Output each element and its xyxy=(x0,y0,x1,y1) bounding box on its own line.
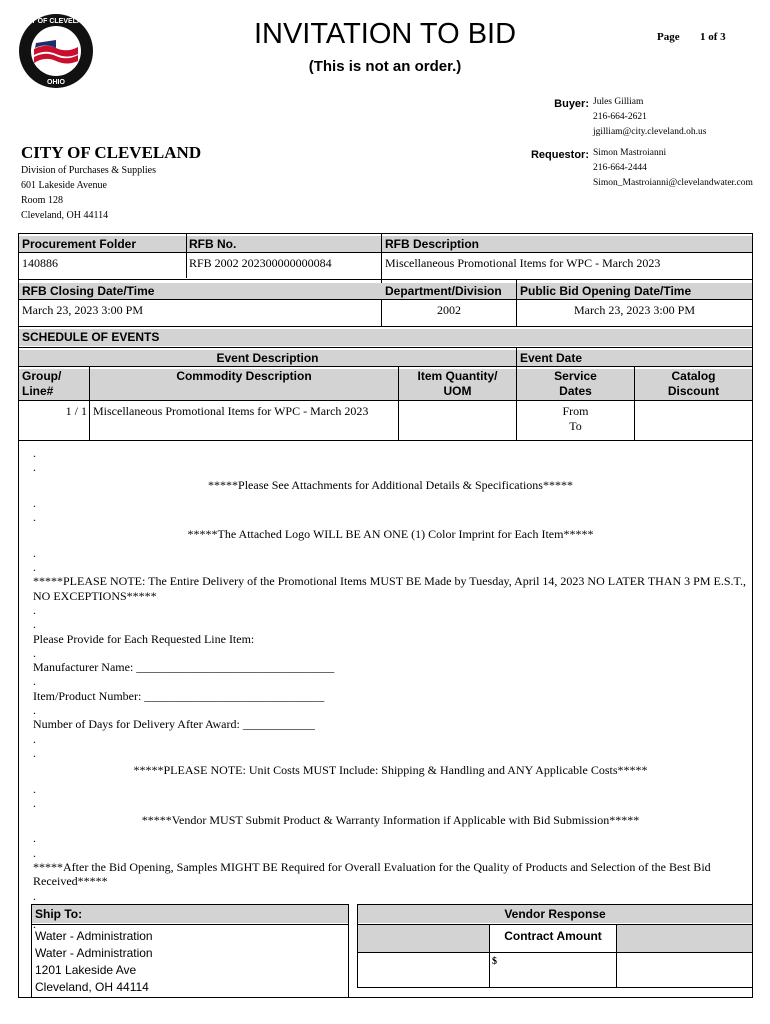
catalog-discount-header: Catalog Discount xyxy=(667,369,720,398)
buyer-phone: 216-664-2621 xyxy=(593,112,647,122)
note-unit-costs: *****PLEASE NOTE: Unit Costs MUST Include: Shipping & Handling and ANY Applicable Costs***** xyxy=(133,763,648,778)
service-dates-header: Service Dates xyxy=(554,369,597,398)
rfb-description-value: Miscellaneous Promotional Items for WPC - March 2023 xyxy=(385,256,661,270)
ship-to-label: Ship To: xyxy=(32,905,348,923)
manufacturer-name-field[interactable]: Manufacturer Name: _________________________________ xyxy=(33,660,335,675)
note-samples: *****After the Bid Opening, Samples MIGHT BE Required for Overall Evaluation for the Quality of Products and Selection of the Best Bid Received***** xyxy=(33,860,711,889)
requestor-info xyxy=(593,146,770,191)
org-address xyxy=(21,163,156,223)
product-number-field[interactable]: Item/Product Number: ______________________________ xyxy=(33,688,325,703)
buyer-info xyxy=(593,95,706,140)
line-number: 1 / 1 xyxy=(65,404,87,418)
bid-notes: . . *****Please See Attachments for Additional Details & Specifications***** . . *****The Attached Logo WILL BE AN ONE (1) Color Imprint for Each Item***** . . *****PLEASE NOTE: The Entire Delivery of the Promotional Items MUST BE Made by Tuesday, April 14, 2023 NO LATER THAN 3 PM E.S.T., NO EXCEPTIONS***** . . Please Provide for Each Requested Line Item: . Manufacturer Name: _________________________________ . Item/Product Number: ______________________________ . Number of Days for Delivery After Award: ____________ . . *****PLEASE NOTE: Unit Costs MUST Include: Shipping & Handling and ANY Applicable Costs***** . . *****Vendor MUST Submit Product & Warranty Information if Applicable with Bid Submission***** . . *****After the Bid Opening, Samples MIGHT BE Required for Overall Evaluation for the Quality of Products and Selection of the Best Bid Received***** . xyxy=(33,446,748,932)
department-label: Department/Division xyxy=(385,284,502,298)
event-description-label: Event Description xyxy=(216,351,319,365)
procurement-folder-value: 140886 xyxy=(22,256,58,270)
note-delivery: *****PLEASE NOTE: The Entire Delivery of the Promotional Items MUST BE Made by Tuesday, April 14, 2023 NO LATER THAN 3 PM E.S.T., NO EXCEPTIONS***** xyxy=(33,574,746,603)
buyer-email[interactable]: jgilliam@city.cleveland.oh.us xyxy=(593,127,707,137)
org-name: CITY OF CLEVELAND xyxy=(21,143,202,162)
rfb-description-label: RFB Description xyxy=(385,237,480,251)
page-label: Page xyxy=(657,31,680,43)
note-provide: Please Provide for Each Requested Line Item: xyxy=(33,631,255,646)
org-address-line: Cleveland, OH 44114 xyxy=(21,210,109,221)
procurement-folder-label: Procurement Folder xyxy=(22,237,137,251)
org-address-line: 601 Lakeside Avenue xyxy=(21,180,107,191)
note-logo: *****The Attached Logo WILL BE AN ONE (1) Color Imprint for Each Item***** xyxy=(187,527,594,542)
org-address-line: Room 128 xyxy=(21,195,63,206)
ship-to-address: Water - Administration Water - Administration 1201 Lakeside Ave Cleveland, OH 44114 xyxy=(35,929,153,994)
vendor-response-label: Vendor Response xyxy=(358,905,752,923)
schedule-title: SCHEDULE OF EVENTS xyxy=(19,329,752,346)
line-description: Miscellaneous Promotional Items for WPC - March 2023 xyxy=(93,404,369,418)
requestor-email[interactable]: Simon_Mastroianni@clevelandwater.com xyxy=(593,178,753,188)
requestor-phone: 216-664-2444 xyxy=(593,163,647,173)
contract-amount-label: Contract Amount xyxy=(489,925,617,952)
department-value: 2002 xyxy=(437,303,461,317)
page-number: 1 of 3 xyxy=(700,31,726,43)
org-address-line: Division of Purchases & Supplies xyxy=(21,165,156,176)
requestor-name: Simon Mastroianni xyxy=(593,148,667,158)
service-from: From xyxy=(562,404,589,418)
note-warranty: *****Vendor MUST Submit Product & Warranty Information if Applicable with Bid Submission***** xyxy=(141,813,640,828)
contract-amount-input[interactable]: $ xyxy=(492,956,497,967)
buyer-name: Jules Gilliam xyxy=(593,97,644,107)
group-line-header: Group/ Line# xyxy=(22,369,62,398)
document-subtitle: (This is not an order.) xyxy=(308,58,462,75)
closing-date-value: March 23, 2023 3:00 PM xyxy=(22,303,143,317)
opening-date-label: Public Bid Opening Date/Time xyxy=(520,284,692,298)
rfb-no-value: RFB 2002 202300000000084 xyxy=(189,256,332,270)
service-to: To xyxy=(569,419,582,433)
document-title: INVITATION TO BID xyxy=(253,18,517,50)
closing-date-label: RFB Closing Date/Time xyxy=(22,284,155,298)
note-attachments: *****Please See Attachments for Additional Details & Specifications***** xyxy=(208,477,573,492)
rfb-no-label: RFB No. xyxy=(189,237,237,251)
delivery-days-field[interactable]: Number of Days for Delivery After Award: ____________ xyxy=(33,717,315,732)
seal-bottom-text: OHIO xyxy=(47,79,65,86)
commodity-header: Commodity Description xyxy=(176,369,312,383)
quantity-header: Item Quantity/ UOM xyxy=(417,369,498,398)
buyer-label: Buyer: xyxy=(554,98,589,110)
event-date-label: Event Date xyxy=(520,351,583,365)
opening-date-value: March 23, 2023 3:00 PM xyxy=(574,303,695,317)
seal-top-text: CITY OF CLEVELAND xyxy=(19,18,93,25)
requestor-label: Requestor: xyxy=(530,149,589,161)
